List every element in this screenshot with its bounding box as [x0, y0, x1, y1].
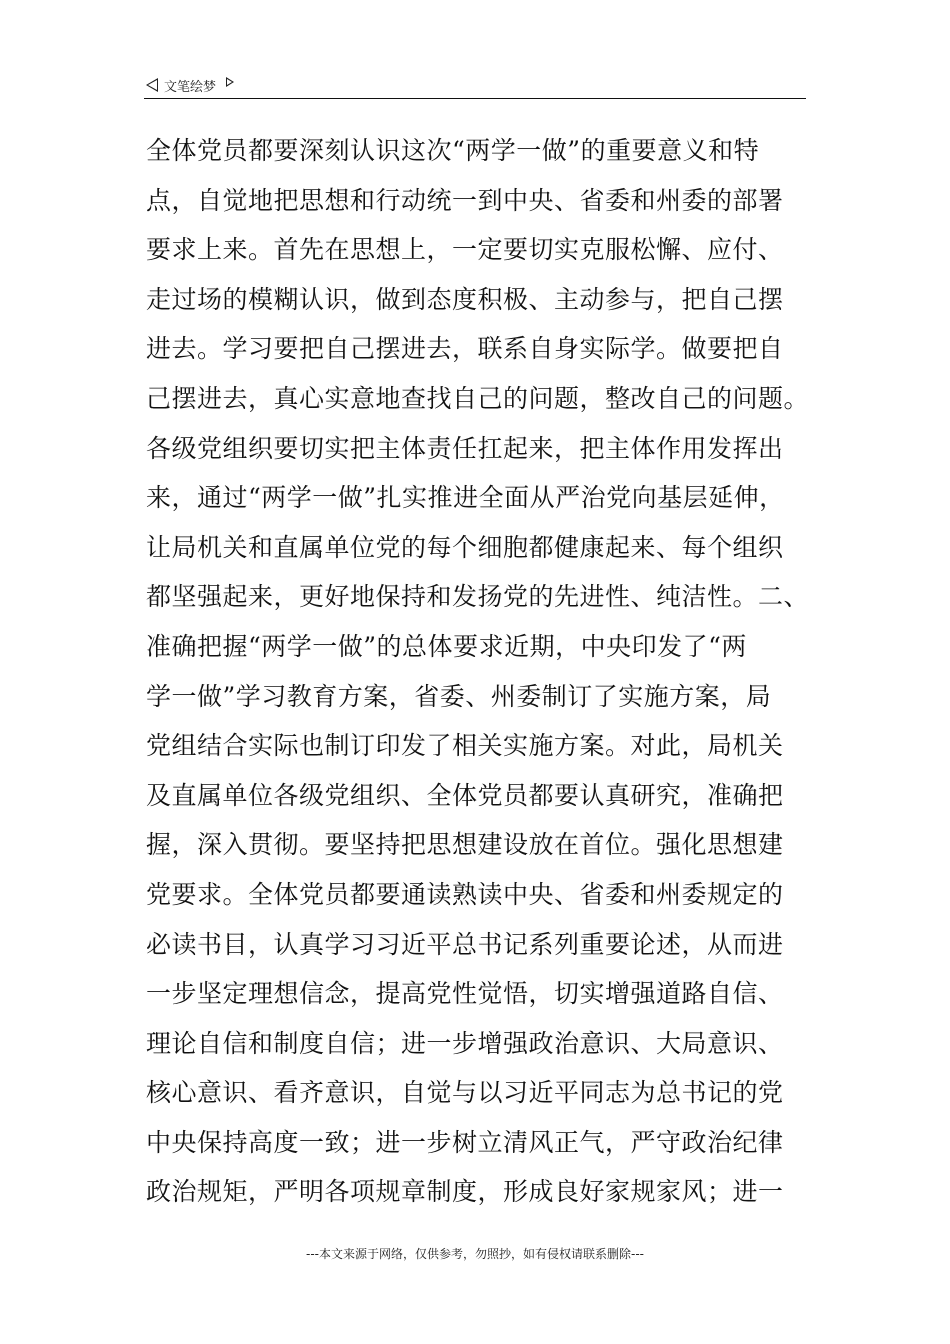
text-line: 全体党员都要深刻认识这次“两学一做”的重要意义和特	[146, 136, 760, 165]
triangle-left-icon	[146, 78, 158, 92]
text-line: 点，自觉地把思想和行动统一到中央、省委和州委的部署	[146, 185, 784, 215]
text-line: 必读书目，认真学习习近平总书记系列重要论述，从而进	[146, 929, 784, 959]
text-line: 一步坚定理想信念，提高党性觉悟，切实增强道路自信、	[146, 979, 784, 1009]
text-line: 政治规矩，严明各项规章制度，形成良好家规家风；进一	[146, 1177, 784, 1207]
document-body	[146, 126, 808, 1217]
text-line: 理论自信和制度自信；进一步增强政治意识、大局意识、	[146, 1028, 784, 1058]
text-line: 走过场的模糊认识，做到态度积极、主动参与，把自己摆	[146, 284, 784, 314]
text-line: 党要求。全体党员都要通读熟读中央、省委和州委规定的	[146, 879, 784, 909]
text-line: 中央保持高度一致；进一步树立清风正气，严守政治纪律	[146, 1127, 784, 1157]
header-divider	[144, 98, 806, 99]
text-line: 学一做”学习教育方案，省委、州委制订了实施方案，局	[146, 681, 772, 711]
text-line: 核心意识、看齐意识，自觉与以习近平同志为总书记的党	[146, 1078, 784, 1108]
text-line: 党组结合实际也制订印发了相关实施方案。对此，局机关	[146, 731, 784, 761]
text-line: 己摆进去，真心实意地查找自己的问题，整改自己的问题。	[146, 383, 810, 413]
text-line: 来，通过“两学一做”扎实推进全面从严治党向基层延伸，	[146, 483, 785, 513]
text-line: 及直属单位各级党组织、全体党员都要认真研究，准确把	[146, 780, 784, 810]
text-line: 准确把握“两学一做”的总体要求近期，中央印发了“两	[146, 631, 747, 661]
text-line: 都坚强起来，更好地保持和发扬党的先进性、纯洁性。二、	[146, 582, 810, 612]
triangle-right-icon	[226, 77, 234, 87]
page-header	[146, 72, 806, 98]
header-title: 文笔绘梦	[164, 79, 217, 95]
footer-disclaimer: ---本文来源于网络，仅供参考，勿照抄，如有侵权请联系删除---	[306, 1247, 644, 1261]
text-line: 要求上来。首先在思想上，一定要切实克服松懈、应付、	[146, 235, 784, 265]
text-line: 让局机关和直属单位党的每个细胞都健康起来、每个组织	[146, 532, 784, 562]
text-line: 各级党组织要切实把主体责任扛起来，把主体作用发挥出	[146, 433, 784, 463]
text-line: 握，深入贯彻。要坚持把思想建设放在首位。强化思想建	[146, 830, 784, 860]
text-line: 进去。学习要把自己摆进去，联系自身实际学。做要把自	[146, 334, 784, 364]
